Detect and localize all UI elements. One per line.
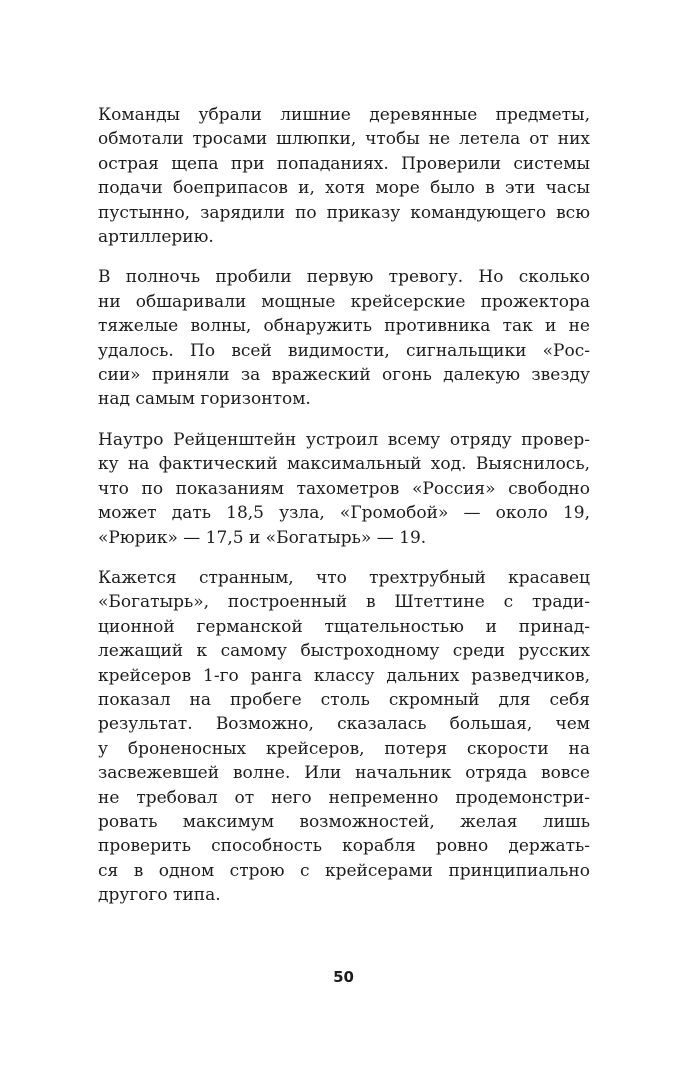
text-line: Команды убрали лишние деревянные предметы, xyxy=(98,105,590,125)
text-line: не требовал от него непременно продемонстри- xyxy=(98,787,590,808)
page-number: 50 xyxy=(333,968,354,986)
text-line: Кажется странным, что трехтрубный красавец xyxy=(98,567,590,588)
text-line: острая щепа при попаданиях. Проверили системы xyxy=(98,153,590,174)
text-line: ни обшаривали мощные крейсерские прожектора xyxy=(98,291,590,312)
text-line: засвежевшей волне. Или начальник отряда вовсе xyxy=(98,763,590,784)
text-line: может дать 18,5 узла, «Громобой» — около 19, xyxy=(98,503,590,524)
text-line: ционной германской тщательностью и принад- xyxy=(98,616,590,637)
text-line: проверить способность корабля ровно держать- xyxy=(98,836,590,857)
text-line: результат. Возможно, сказалась большая, чем xyxy=(98,714,590,735)
text-line: обмотали тросами шлюпки, чтобы не летела от них xyxy=(98,129,590,150)
paragraph xyxy=(98,265,590,411)
text-line: В полночь пробили первую тревогу. Но сколько xyxy=(98,267,590,288)
page-body xyxy=(98,103,590,924)
paragraph xyxy=(98,103,590,249)
paragraph xyxy=(98,428,590,550)
text-line: у броненосных крейсеров, потеря скорости на xyxy=(98,738,590,759)
text-line: ровать максимум возможностей, желая лишь xyxy=(98,811,590,832)
text-line: над самым горизонтом. xyxy=(98,389,311,410)
text-line: лежащий к самому быстроходному среди русских xyxy=(98,641,590,662)
text-line: ся в одном строю с крейсерами принципиально xyxy=(98,860,590,881)
text-line: сии» приняли за вражеский огонь далекую звезду xyxy=(98,365,590,386)
text-line: другого типа. xyxy=(98,885,221,906)
text-line: ку на фактический максимальный ход. Выяснилось, xyxy=(98,454,590,475)
text-line: «Богатырь», построенный в Штеттине с тради- xyxy=(98,592,590,613)
text-line: крейсеров 1-го ранга классу дальних разведчиков, xyxy=(98,665,590,686)
text-line: показал на пробеге столь скромный для себя xyxy=(98,689,590,710)
text-line: пустынно, зарядили по приказу командующего всю xyxy=(98,202,590,223)
paragraph xyxy=(98,566,590,908)
text-line: удалось. По всей видимости, сигнальщики «Рос- xyxy=(98,340,590,361)
text-line: артиллерию. xyxy=(98,227,214,248)
text-line: тяжелые волны, обнаружить противника так и не xyxy=(98,316,590,337)
text-line: Наутро Рейценштейн устроил всему отряду провер- xyxy=(98,429,590,450)
text-line: «Рюрик» — 17,5 и «Богатырь» — 19. xyxy=(98,527,427,548)
text-line: что по показаниям тахометров «Россия» свободно xyxy=(98,478,590,499)
text-line: подачи боеприпасов и, хотя море было в эти часы xyxy=(98,178,590,199)
